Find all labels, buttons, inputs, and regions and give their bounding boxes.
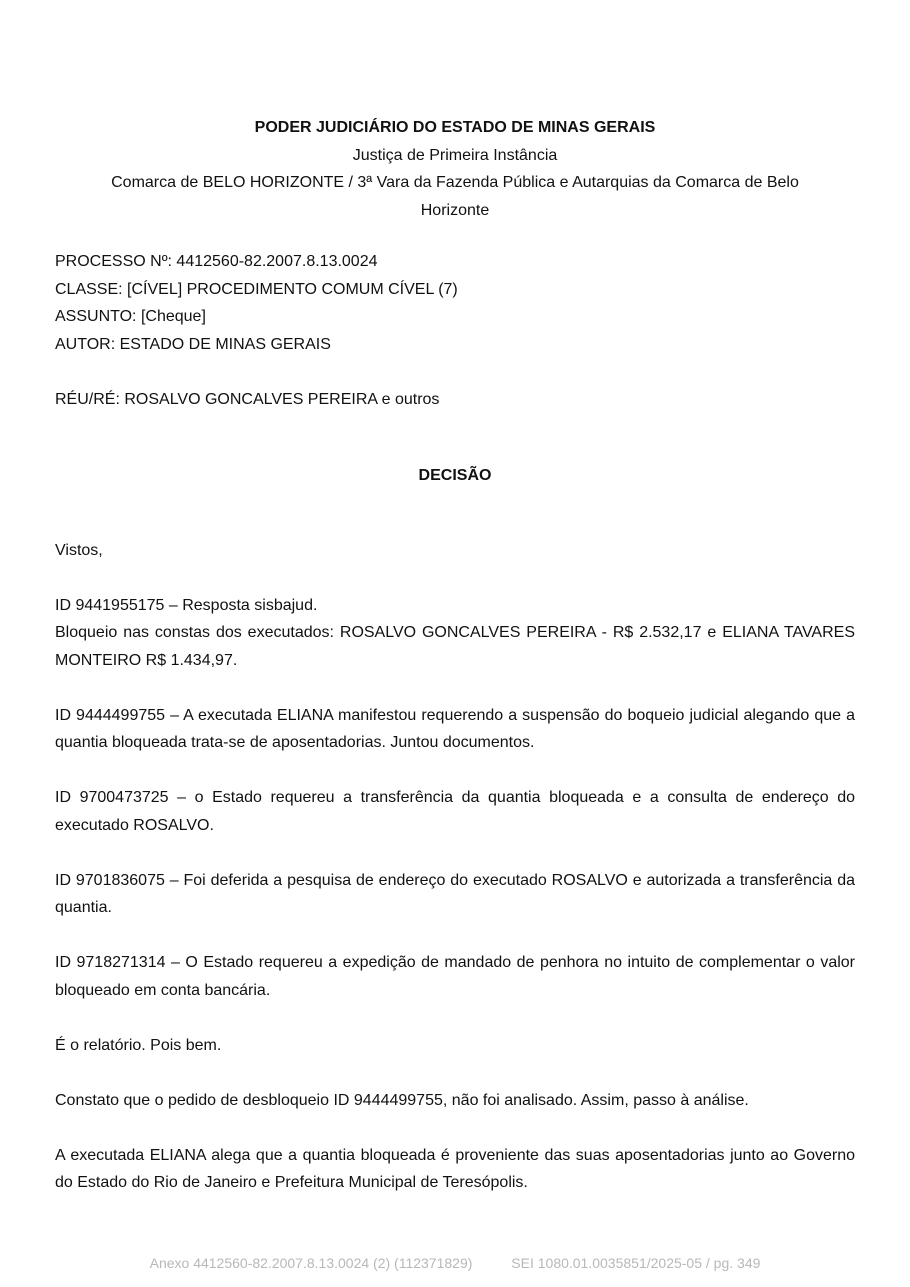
instance-name: Justiça de Primeira Instância bbox=[352, 146, 558, 164]
document-header bbox=[55, 114, 855, 224]
case-plaintiff: AUTOR: ESTADO DE MINAS GERAIS bbox=[55, 335, 331, 353]
paragraph-sisbajud bbox=[55, 592, 855, 675]
greeting: Vistos, bbox=[55, 541, 103, 559]
paragraph-analysis: Constato que o pedido de desbloqueio ID 9444499755, não foi analisado. Assim, passo à análise. bbox=[55, 1091, 749, 1109]
paragraph-sisbajud-line-2: Bloqueio nas constas dos executados: ROSALVO GONCALVES PEREIRA - R$ 2.532,17 e ELIANA TAVARES MONTEIRO R$ 1.434,97. bbox=[55, 624, 855, 669]
case-subject: ASSUNTO: [Cheque] bbox=[55, 308, 206, 325]
spacer bbox=[55, 358, 855, 386]
decision-body bbox=[55, 537, 855, 1197]
decision-title: DECISÃO bbox=[418, 467, 492, 484]
case-metadata bbox=[55, 248, 855, 413]
comarca-line-1: Comarca de BELO HORIZONTE / 3ª Vara da Fazenda Pública e Autarquias da Comarca de Belo bbox=[111, 174, 799, 191]
case-number: PROCESSO Nº: 4412560-82.2007.8.13.0024 bbox=[55, 253, 378, 270]
paragraph-report: É o relatório. Pois bem. bbox=[55, 1036, 222, 1054]
paragraph-sisbajud-line-1: ID 9441955175 – Resposta sisbajud. bbox=[55, 596, 318, 614]
paragraph-seizure-request: ID 9718271314 – O Estado requereu a expedição de mandado de penhora no intuito de complementar o valor bloqueado em conta bancária. bbox=[55, 954, 855, 999]
paragraph-eliana-request: ID 9444499755 – A executada ELIANA manifestou requerendo a suspensão do boqueio judicial alegando que a quantia bloqueada trata-se de aposentadorias. Juntou documentos. bbox=[55, 706, 855, 751]
court-name: PODER JUDICIÁRIO DO ESTADO DE MINAS GERAIS bbox=[254, 119, 656, 136]
paragraph-state-transfer: ID 9700473725 – o Estado requereu a transferência da quantia bloqueada e a consulta de endereço do executado ROSALVO. bbox=[55, 789, 855, 834]
document-page bbox=[55, 114, 855, 1224]
paragraph-address-search: ID 9701836075 – Foi deferida a pesquisa de endereço do executado ROSALVO e autorizada a transferência da quantia. bbox=[55, 871, 855, 916]
case-defendant: RÉU/RÉ: ROSALVO GONCALVES PEREIRA e outros bbox=[55, 390, 440, 408]
page-footer: Anexo 4412560-82.2007.8.13.0024 (2) (112371829) SEI 1080.01.0035851/2025-05 / pg. 349 bbox=[149, 1255, 761, 1271]
comarca-line-2: Horizonte bbox=[420, 201, 490, 219]
case-class: CLASSE: [CÍVEL] PROCEDIMENTO COMUM CÍVEL (7) bbox=[55, 280, 458, 298]
paragraph-pension-claim: A executada ELIANA alega que a quantia bloqueada é proveniente das suas aposentadorias junto ao Governo do Estado do Rio de Janeiro e Prefeitura Municipal de Teresópolis. bbox=[55, 1146, 855, 1191]
